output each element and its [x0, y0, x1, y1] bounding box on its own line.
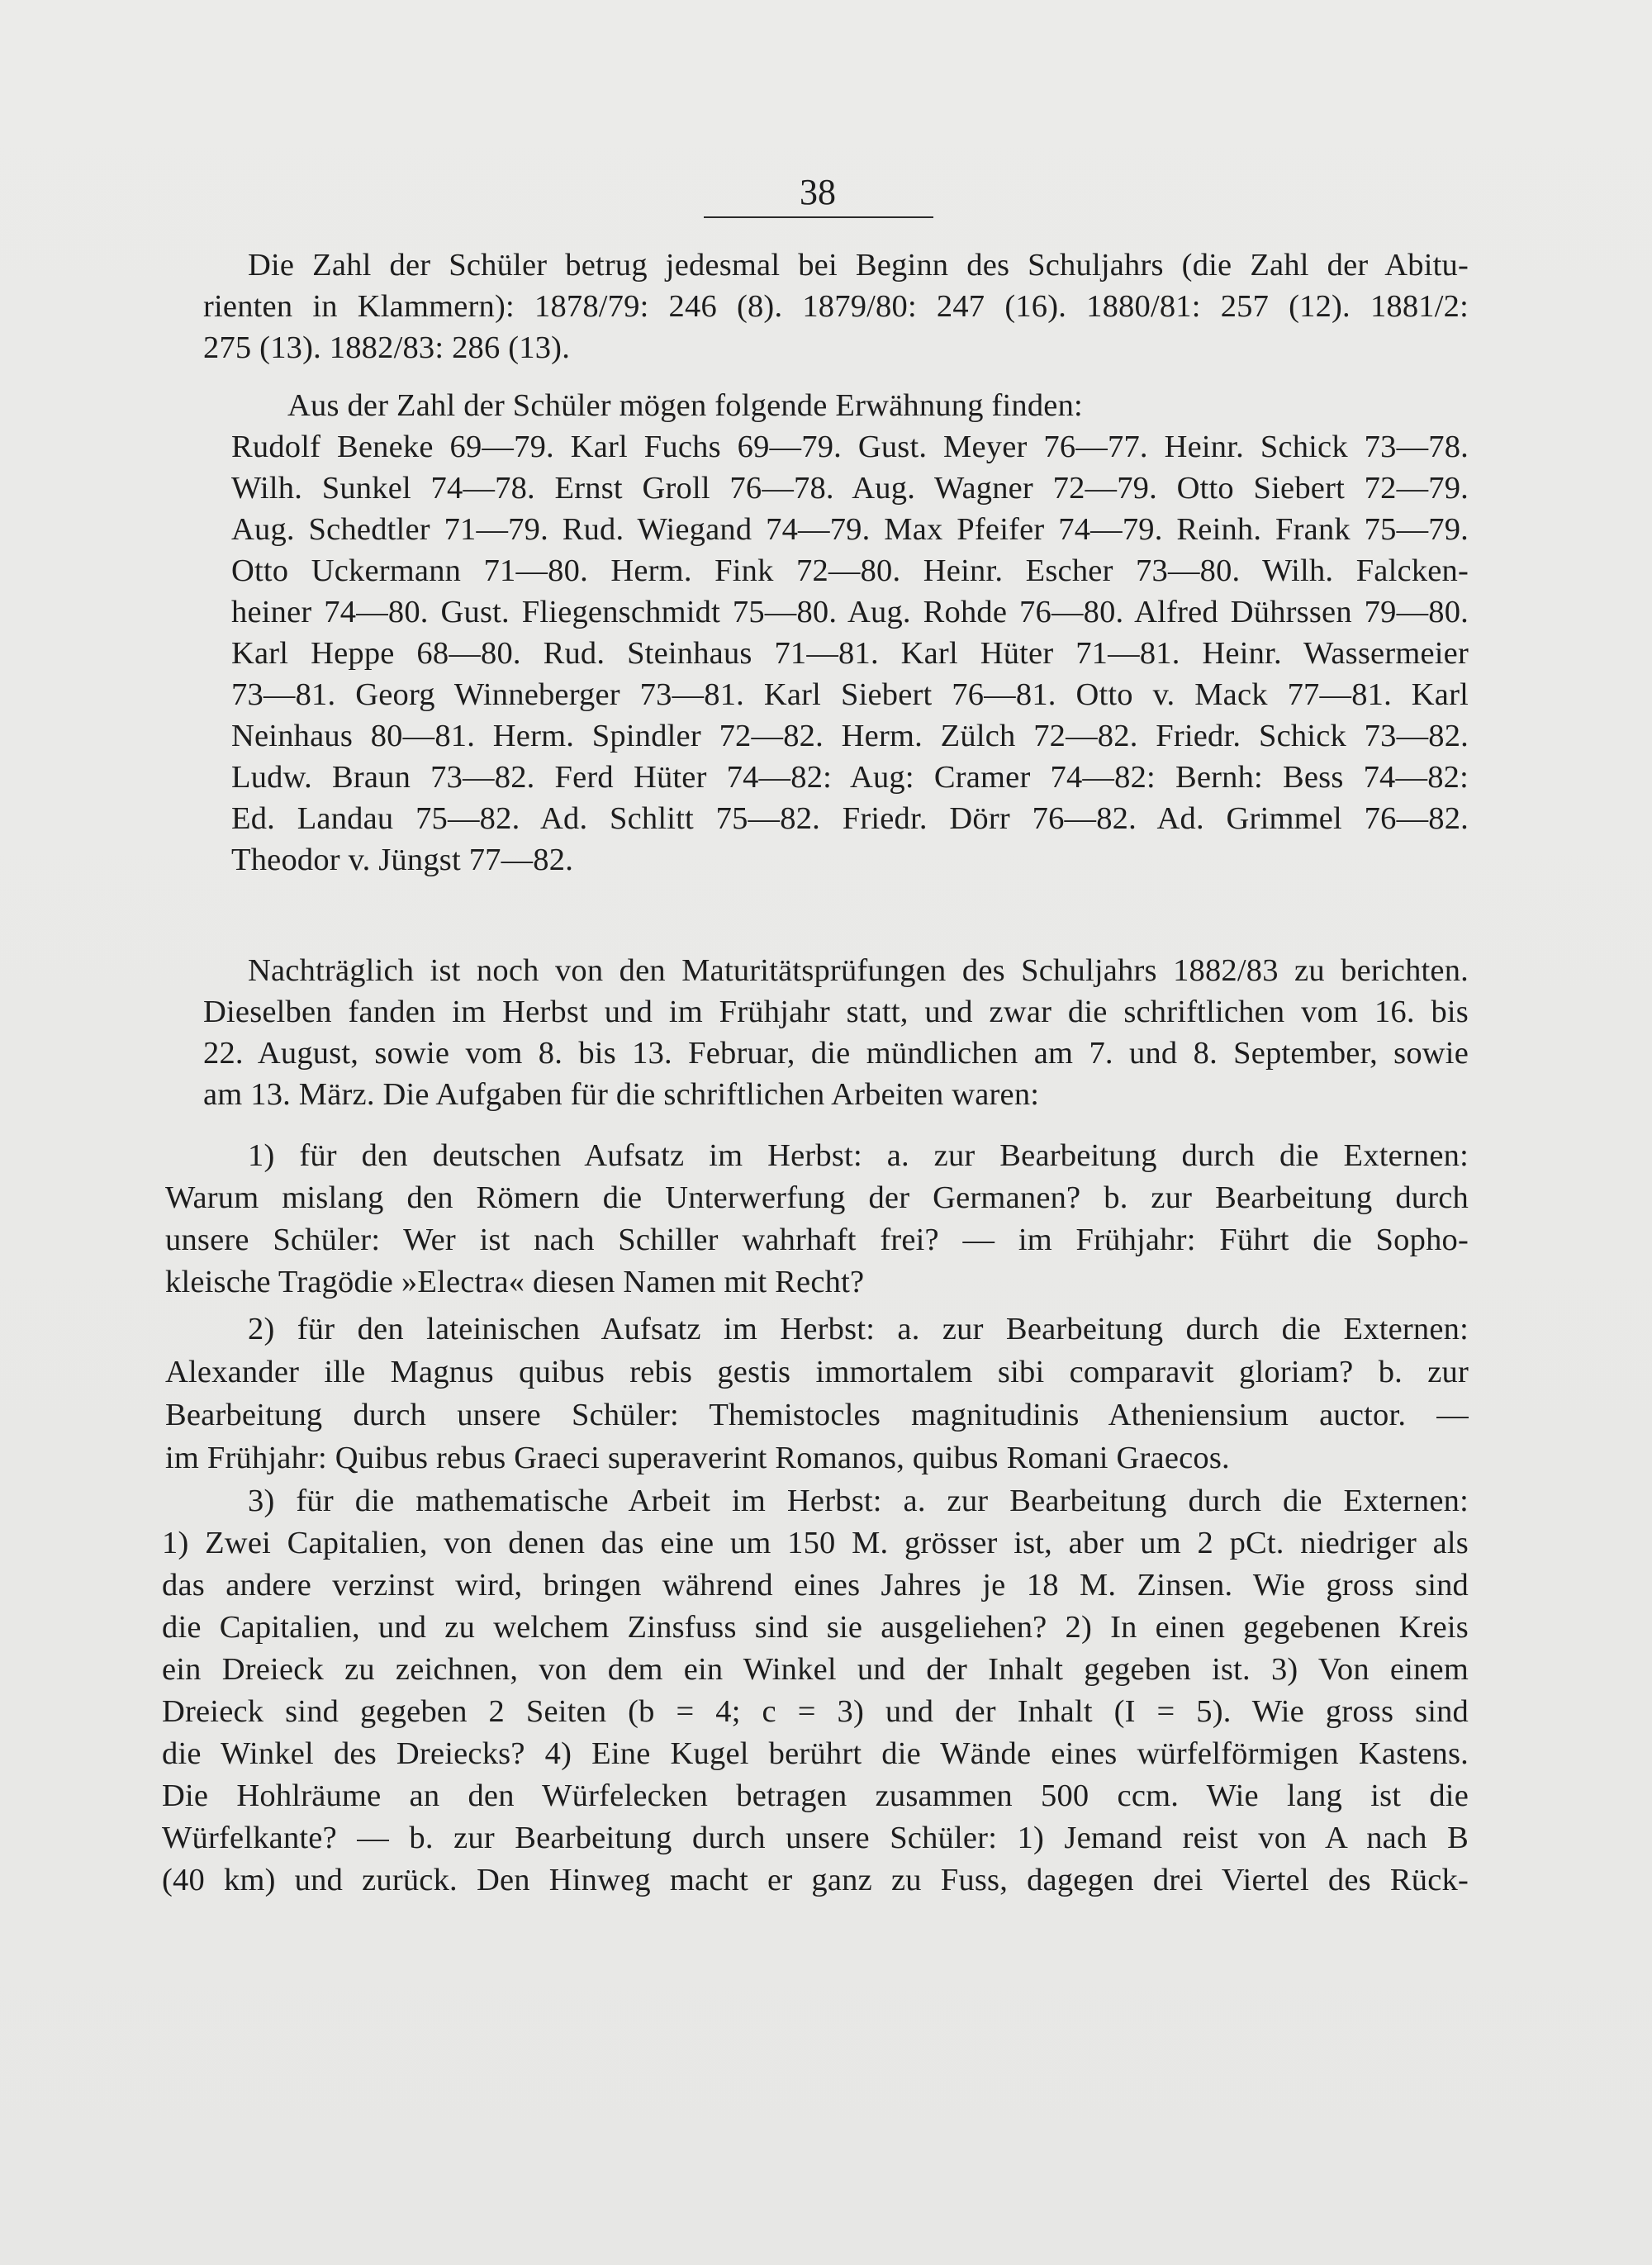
- header-rule: [704, 216, 933, 218]
- text-line: 275 (13). 1882/83: 286 (13).: [203, 330, 571, 365]
- text-line: Warum mislang den Römern die Unterwerfung der Germanen? b. zur Bearbeitung durch: [165, 1180, 1469, 1215]
- text-line: ein Dreieck zu zeichnen, von dem ein Winkel und der Inhalt gegeben ist. 3) Von einem: [162, 1652, 1469, 1687]
- text-line: die Capitalien, und zu welchem Zinsfuss sind sie ausgeliehen? 2) In einen gegebenen Kreis: [162, 1610, 1469, 1645]
- text-line: am 13. März. Die Aufgaben für die schriftlichen Arbeiten waren:: [203, 1077, 1040, 1112]
- text-line: unsere Schüler: Wer ist nach Schiller wahrhaft frei? — im Frühjahr: Führt die Sopho-: [165, 1223, 1469, 1257]
- text-line: Rudolf Beneke 69—79. Karl Fuchs 69—79. Gust. Meyer 76—77. Heinr. Schick 73—78.: [231, 430, 1469, 464]
- text-line: Die Hohlräume an den Würfelecken betragen zusammen 500 ccm. Wie lang ist die: [162, 1778, 1469, 1813]
- text-line: 2) für den lateinischen Aufsatz im Herbst: a. zur Bearbeitung durch die Externen:: [248, 1312, 1469, 1346]
- text-line: Würfelkante? — b. zur Bearbeitung durch unsere Schüler: 1) Jemand reist von A nach B: [162, 1821, 1469, 1855]
- text-line: 1) für den deutschen Aufsatz im Herbst: a. zur Bearbeitung durch die Externen:: [248, 1138, 1469, 1173]
- text-line: heiner 74—80. Gust. Fliegenschmidt 75—80. Aug. Rohde 76—80. Alfred Dührssen 79—80.: [231, 595, 1469, 629]
- text-line: im Frühjahr: Quibus rebus Graeci superaverint Romanos, quibus Romani Graecos.: [165, 1441, 1230, 1475]
- text-line: Bearbeitung durch unsere Schüler: Themistocles magnitudinis Atheniensium auctor. —: [165, 1398, 1469, 1432]
- text-line: das andere verzinst wird, bringen während eines Jahres je 18 M. Zinsen. Wie gross sind: [162, 1568, 1469, 1603]
- text-line: 3) für die mathematische Arbeit im Herbst: a. zur Bearbeitung durch die Externen:: [248, 1484, 1469, 1518]
- text-line: 1) Zwei Capitalien, von denen das eine um 150 M. grösser ist, aber um 2 pCt. niedriger als: [162, 1526, 1469, 1560]
- text-line: Theodor v. Jüngst 77—82.: [231, 843, 574, 877]
- text-line: Nachträglich ist noch von den Maturitätsprüfungen des Schuljahrs 1882/83 zu berichten.: [248, 953, 1469, 988]
- text-line: Wilh. Sunkel 74—78. Ernst Groll 76—78. Aug. Wagner 72—79. Otto Siebert 72—79.: [231, 471, 1469, 506]
- text-line: Die Zahl der Schüler betrug jedesmal bei Beginn des Schuljahrs (die Zahl der Abitu-: [248, 248, 1469, 283]
- text-line: Ludw. Braun 73—82. Ferd Hüter 74—82: Aug: Cramer 74—82: Bernh: Bess 74—82:: [231, 760, 1469, 795]
- text-line: die Winkel des Dreiecks? 4) Eine Kugel berührt die Wände eines würfelförmigen Kastens.: [162, 1736, 1469, 1771]
- text-line: Neinhaus 80—81. Herm. Spindler 72—82. Herm. Zülch 72—82. Friedr. Schick 73—82.: [231, 719, 1469, 753]
- text-line: 73—81. Georg Winneberger 73—81. Karl Siebert 76—81. Otto v. Mack 77—81. Karl: [231, 677, 1469, 712]
- text-line: Aug. Schedtler 71—79. Rud. Wiegand 74—79. Max Pfeifer 74—79. Reinh. Frank 75—79.: [231, 512, 1469, 547]
- page-number: 38: [800, 172, 836, 212]
- text-line: Dieselben fanden im Herbst und im Frühjahr statt, und zwar die schriftlichen vom 16. bis: [203, 995, 1469, 1029]
- text-line: 22. August, sowie vom 8. bis 13. Februar, die mündlichen am 7. und 8. September, sowie: [203, 1036, 1469, 1071]
- text-line: Ed. Landau 75—82. Ad. Schlitt 75—82. Friedr. Dörr 76—82. Ad. Grimmel 76—82.: [231, 801, 1469, 836]
- text-line: kleische Tragödie »Electra« diesen Namen mit Recht?: [165, 1265, 865, 1299]
- text-line: Alexander ille Magnus quibus rebis gestis immortalem sibi comparavit gloriam? b. zur: [165, 1355, 1469, 1389]
- text-line: (40 km) und zurück. Den Hinweg macht er ganz zu Fuss, dagegen drei Viertel des Rück-: [162, 1863, 1469, 1897]
- text-line: Karl Heppe 68—80. Rud. Steinhaus 71—81. Karl Hüter 71—81. Heinr. Wassermeier: [231, 636, 1469, 671]
- text-line: Aus der Zahl der Schüler mögen folgende Erwähnung finden:: [287, 388, 1083, 423]
- text-line: Otto Uckermann 71—80. Herm. Fink 72—80. Heinr. Escher 73—80. Wilh. Falcken-: [231, 553, 1469, 588]
- text-line: rienten in Klammern): 1878/79: 246 (8). 1879/80: 247 (16). 1880/81: 257 (12). 1881/2:: [203, 289, 1469, 324]
- text-line: Dreieck sind gegeben 2 Seiten (b = 4; c = 3) und der Inhalt (I = 5). Wie gross sind: [162, 1694, 1469, 1729]
